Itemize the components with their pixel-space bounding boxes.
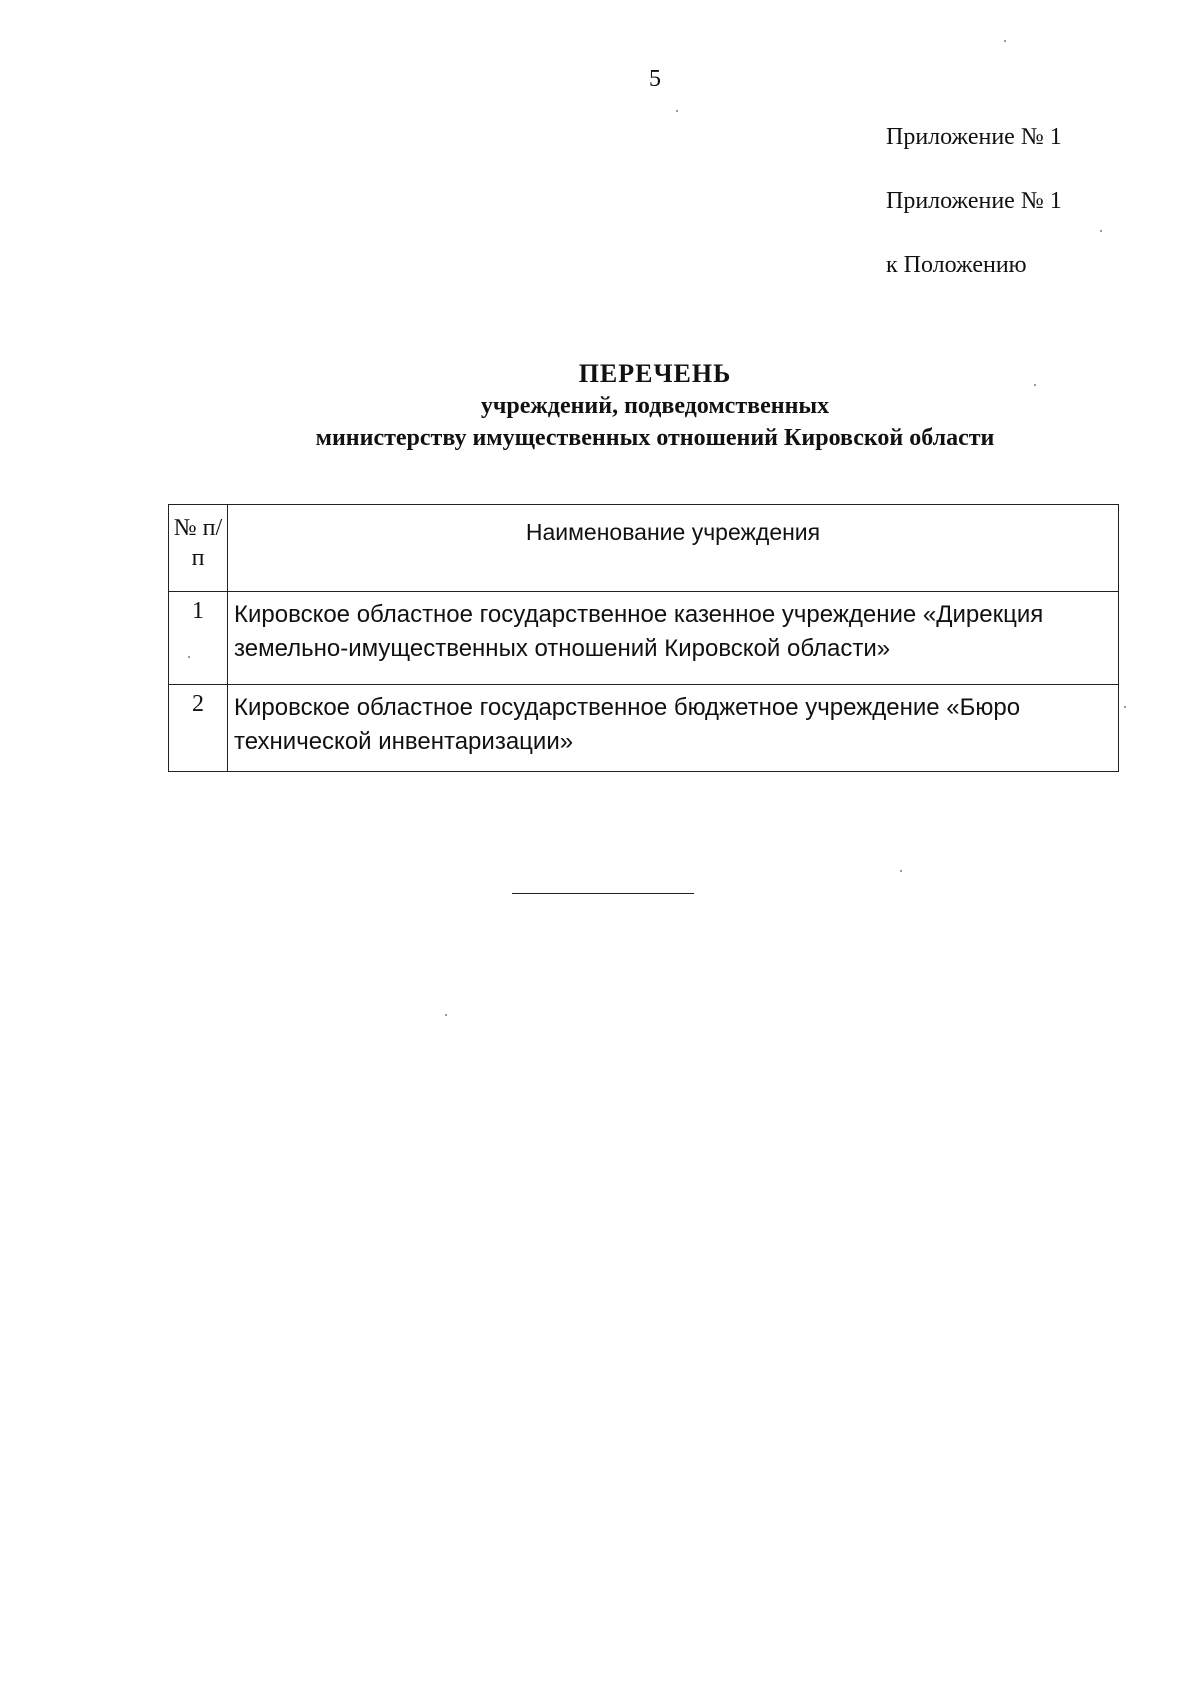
title-main: ПЕРЕЧЕНЬ	[578, 359, 732, 388]
page-number: 5	[649, 66, 661, 92]
title-subtitle-1: учреждений, подведомственных	[480, 393, 830, 419]
row-institution-name: Кировское областное государственное казенное учреждение «Дирекция земельно-имущественных отношений Кировской области»	[228, 592, 1119, 685]
scan-speck	[445, 1014, 447, 1016]
scan-speck	[1100, 230, 1102, 232]
institutions-table	[168, 504, 1119, 772]
header-name: Наименование учреждения	[228, 505, 1119, 592]
table-row	[169, 685, 1119, 772]
scan-speck	[1034, 384, 1036, 386]
appendix-line-1: Приложение № 1	[886, 124, 1062, 150]
scan-speck	[188, 656, 190, 658]
appendix-line-2: Приложение № 1	[886, 188, 1062, 214]
scan-speck	[1004, 40, 1006, 42]
title-subtitle-2: министерству имущественных отношений Кировской области	[315, 425, 995, 451]
table-header-row	[169, 505, 1119, 592]
row-number: 2	[169, 685, 228, 772]
table-row	[169, 592, 1119, 685]
scan-speck	[900, 870, 902, 872]
scan-speck	[676, 110, 678, 112]
row-number: 1	[169, 592, 228, 685]
row-institution-name: Кировское областное государственное бюджетное учреждение «Бюро технической инвентаризации»	[228, 685, 1119, 772]
end-divider-line	[512, 893, 694, 894]
appendix-line-3: к Положению	[886, 252, 1027, 278]
header-number: № п/п	[169, 505, 228, 592]
scan-speck	[1124, 706, 1126, 708]
document-title	[160, 358, 1150, 454]
